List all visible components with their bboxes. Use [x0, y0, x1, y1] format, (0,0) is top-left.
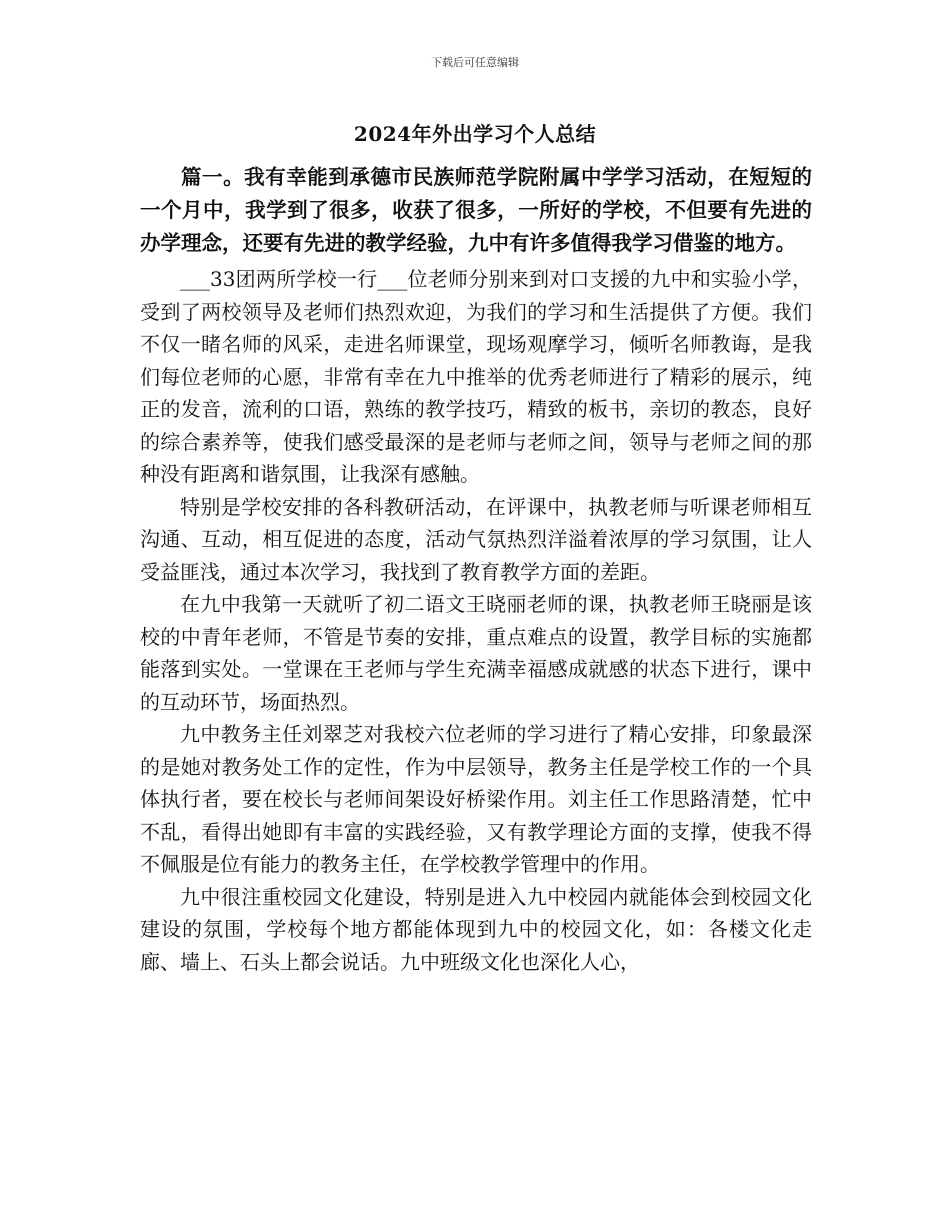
page-header-note: 下载后可任意编辑: [431, 56, 519, 69]
body-paragraph: 九中教务主任刘翠芝对我校六位老师的学习进行了精心安排，印象最深的是她对教务处工作的定性，作为中层领导，教务主任是学校工作的一个具体执行者，要在校长与老师间架设好桥梁作用。刘主任工作思路清楚，忙中不乱，看得出她即有丰富的实践经验，又有教学理论方面的支撑，使我不得不佩服是位有能力的教务主任，在学校教学管理中的作用。: [140, 722, 812, 876]
body-paragraph: 九中很注重校园文化建设，特别是进入九中校园内就能体会到校园文化建设的氛围，学校每个地方都能体现到九中的校园文化，如：各楼文化走廊、墙上、石头上都会说话。九中班级文化也深化人心，: [140, 884, 812, 974]
body-paragraph: 特别是学校安排的各科教研活动，在评课中，执教老师与听课老师相互沟通、互动，相互促进的态度，活动气氛热烈洋溢着浓厚的学习氛围，让人受益匪浅，通过本次学习，我找到了教育教学方面的差距。: [140, 494, 812, 584]
intro-paragraph: 篇一。我有幸能到承德市民族师范学院附属中学学习活动，在短短的一个月中，我学到了很多，收获了很多，一所好的学校，不但要有先进的办学理念，还要有先进的教学经验，九中有许多值得我学习借鉴的地方。: [140, 165, 812, 255]
document-body: [140, 161, 812, 978]
document-title: 2024年外出学习个人总结: [353, 122, 597, 146]
body-paragraph: 在九中我第一天就听了初二语文王晓丽老师的课，执教老师王晓丽是该校的中青年老师，不管是节奏的安排，重点难点的设置，教学目标的实施都能落到实处。一堂课在王老师与学生充满幸福感成就感的状态下进行，课中的互动环节，场面热烈。: [140, 592, 812, 714]
body-paragraph: ___33团两所学校一行___位老师分别来到对口支援的九中和实验小学，受到了两校领导及老师们热烈欢迎，为我们的学习和生活提供了方便。我们不仅一睹名师的风采，走进名师课堂，现场观摩学习，倾听名师教诲，是我们每位老师的心愿，非常有幸在九中推举的优秀老师进行了精彩的展示，纯正的发音，流利的口语，熟练的教学技巧，精致的板书，亲切的教态，良好的综合素养等，使我们感受最深的是老师与老师之间，领导与老师之间的那种没有距离和谐氛围，让我深有感触。: [140, 267, 812, 486]
